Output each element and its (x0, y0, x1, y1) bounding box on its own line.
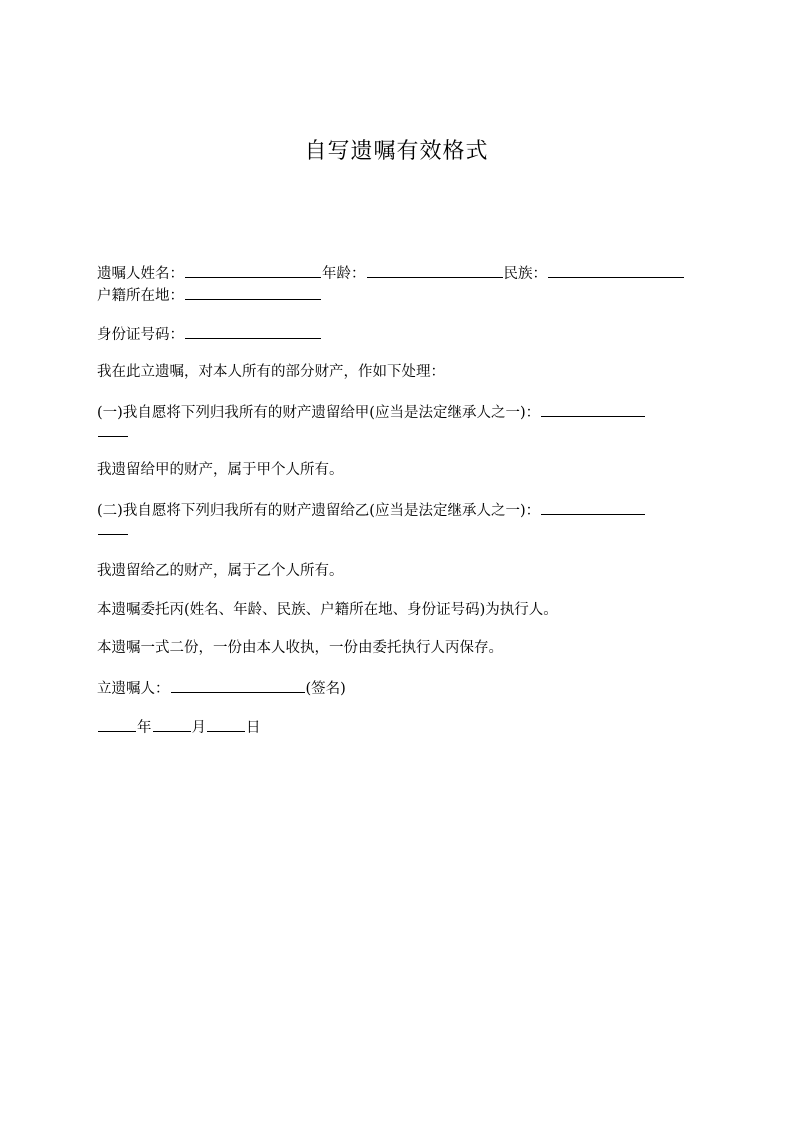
clause1-blank-continued[interactable] (98, 421, 128, 437)
month-label: 月 (191, 720, 206, 736)
clause2-continuation (97, 519, 697, 541)
date-line (97, 716, 697, 738)
clause1-note: 我遗留给甲的财产，属于甲个人所有。 (97, 462, 344, 478)
year-blank[interactable] (98, 716, 136, 732)
age-label: 年龄： (322, 266, 366, 282)
clause2-text: (二)我自愿将下列归我所有的财产遗留给乙(应当是法定继承人之一)： (97, 503, 541, 519)
executor-paragraph: 本遗嘱委托丙(姓名、年龄、民族、户籍所在地、身份证号码)为执行人。 (97, 602, 558, 618)
month-blank[interactable] (153, 716, 191, 732)
name-blank[interactable] (185, 262, 321, 278)
id-label: 身份证号码： (97, 327, 184, 343)
copies-paragraph: 本遗嘱一式二份，一份由本人收执，一份由委托执行人丙保存。 (97, 640, 503, 656)
age-blank[interactable] (367, 262, 503, 278)
residence-blank[interactable] (185, 284, 321, 300)
testator-info-line (97, 262, 697, 284)
residence-label: 户籍所在地： (97, 288, 184, 304)
name-label: 遗嘱人姓名： (97, 266, 184, 282)
id-blank[interactable] (185, 323, 321, 339)
residence-line (97, 284, 697, 306)
intro-paragraph: 我在此立遗嘱，对本人所有的部分财产，作如下处理： (97, 364, 445, 380)
signature-suffix: (签名) (305, 681, 346, 697)
clause2-line (97, 499, 697, 521)
clause1-line (97, 401, 697, 423)
day-label: 日 (246, 720, 261, 736)
ethnicity-blank[interactable] (548, 262, 684, 278)
document-title: 自写遗嘱有效格式 (304, 139, 489, 164)
clause2-blank-continued[interactable] (98, 519, 128, 535)
signature-line (97, 677, 697, 699)
clause2-note: 我遗留给乙的财产，属于乙个人所有。 (97, 563, 344, 579)
day-blank[interactable] (207, 716, 245, 732)
signature-label: 立遗嘱人： (97, 681, 170, 697)
clause2-blank[interactable] (541, 499, 645, 515)
signature-blank[interactable] (171, 677, 305, 693)
clause1-text: (一)我自愿将下列归我所有的财产遗留给甲(应当是法定继承人之一)： (97, 405, 541, 421)
clause1-blank[interactable] (541, 401, 645, 417)
clause1-continuation (97, 421, 697, 443)
ethnicity-label: 民族： (503, 266, 547, 282)
year-label: 年 (137, 720, 152, 736)
id-line (97, 323, 697, 345)
